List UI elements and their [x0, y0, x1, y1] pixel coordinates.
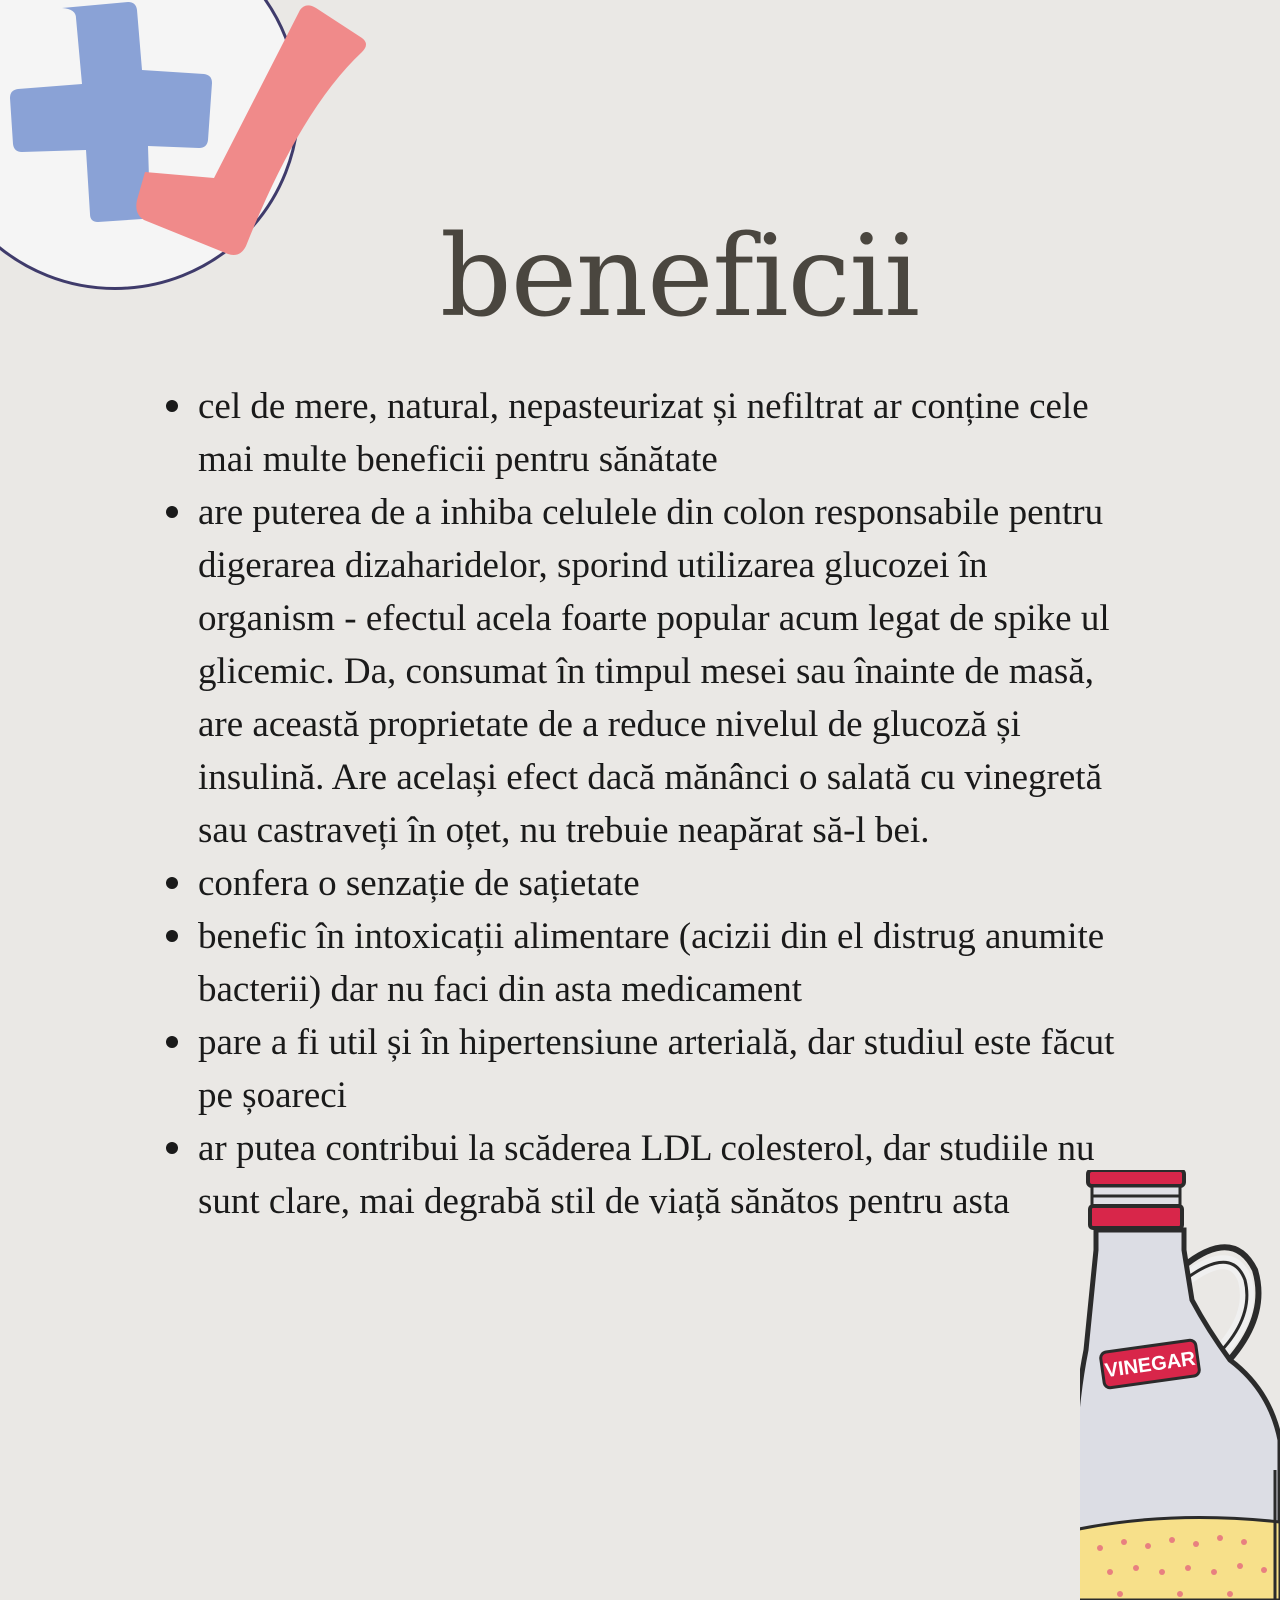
bottle-label-text: VINEGAR: [1103, 1347, 1197, 1383]
page-title: beneficii: [440, 212, 920, 342]
bullet-icon: [166, 877, 178, 889]
list-item: [160, 857, 1120, 910]
list-item: [160, 380, 1120, 486]
bullet-icon: [166, 1036, 178, 1048]
vinegar-bottle-icon: [1080, 1170, 1280, 1600]
list-item-text: are puterea de a inhiba celulele din colon responsabile pentru digerarea dizaharidelor, sporind utilizarea glucozei în organism - efectul acela foarte popular acum legat de spike ul glicemic. Da, consumat în timpul mesei sau înainte de masă, are această proprietate de a reduce nivelul de glucoză și insulină. Are același efect dacă mănânci o salată cu vinegretă sau castraveți în oțet, nu trebuie neapărat să-l bei.: [198, 492, 1110, 851]
list-item: [160, 1016, 1120, 1122]
list-item-text: ar putea contribui la scăderea LDL colesterol, dar studiile nu sunt clare, mai degrabă stil de viață sănătos pentru asta: [198, 1128, 1095, 1222]
bullet-icon: [166, 400, 178, 412]
benefits-list: [160, 380, 1120, 1228]
list-item: [160, 1122, 1120, 1228]
bottle-cap-icon: [1088, 1170, 1184, 1228]
bullet-icon: [166, 506, 178, 518]
bullet-icon: [166, 1142, 178, 1154]
list-item: [160, 486, 1120, 857]
list-item-text: confera o senzație de sațietate: [198, 863, 640, 904]
medical-check-illustration: [0, 0, 380, 280]
list-item-text: pare a fi util și în hipertensiune arterială, dar studiul este făcut pe șoareci: [198, 1022, 1115, 1116]
list-item-text: cel de mere, natural, nepasteurizat și nefiltrat ar conține cele mai multe beneficii pentru sănătate: [198, 386, 1089, 480]
list-item-text: benefic în intoxicații alimentare (acizii din el distrug anumite bacterii) dar nu faci din asta medicament: [198, 916, 1105, 1010]
list-item: [160, 910, 1120, 1016]
bullet-icon: [166, 930, 178, 942]
